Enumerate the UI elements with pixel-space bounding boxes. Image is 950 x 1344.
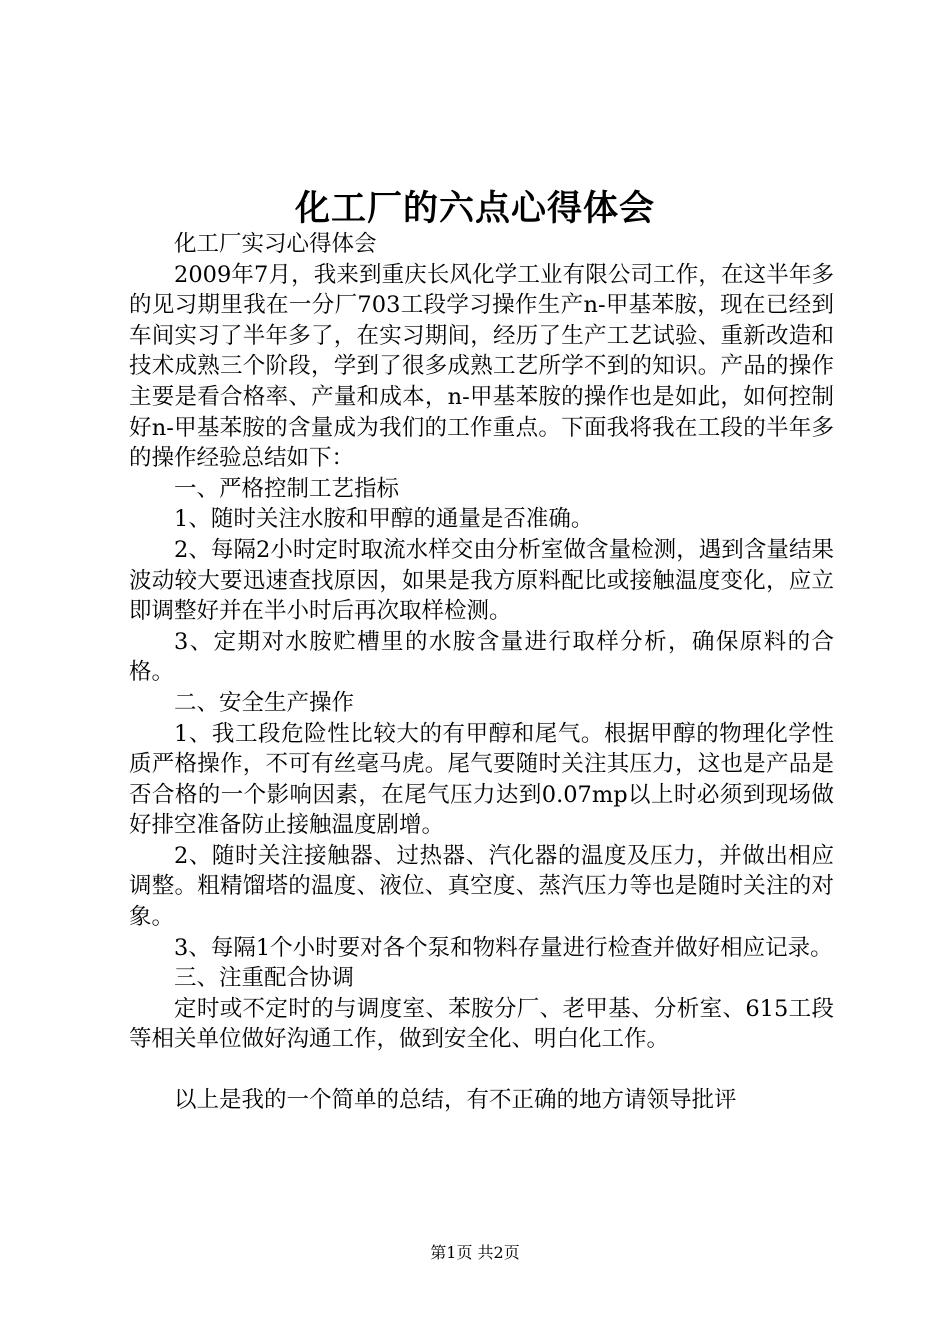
subtitle-paragraph: 化工厂实习心得体会 <box>174 231 377 257</box>
list-item: 2、随时关注接触器、过热器、汽化器的温度及压力，并做出相应调整。粗精馏塔的温度、液位、真空度、蒸汽压力等也是随时关注的对象。 <box>129 842 834 931</box>
document-title: 化工厂的六点心得体会 <box>294 188 655 229</box>
closing-paragraph: 以上是我的一个简单的总结，有不正确的地方请领导批评 <box>174 1087 737 1114</box>
list-item: 3、定期对水胺贮槽里的水胺含量进行取样分析，确保原料的合格。 <box>129 628 834 686</box>
page-number-footer: 第1页 共2页 <box>430 1243 520 1262</box>
intro-paragraph: 2009年7月，我来到重庆长风化学工业有限公司工作，在这半年多的见习期里我在一分厂703工段学习操作生产n-甲基苯胺，现在已经到车间实习了半年多了，在实习期间，经历了生产工艺试验、重新改造和技术成熟三个阶段，学到了很多成熟工艺所学不到的知识。产品的操作主要是看合格率、产量和成本，n-甲基苯胺的操作也是如此，如何控制好n-甲基苯胺的含量成为我们的工作重点。下面我将我在工段的半年多的操作经验总结如下： <box>129 261 834 472</box>
section-heading-1: 一、严格控制工艺指标 <box>174 475 400 502</box>
document-body <box>129 229 834 1116</box>
list-item: 定时或不定时的与调度室、苯胺分厂、老甲基、分析室、615工段等相关单位做好沟通工作，做到安全化、明白化工作。 <box>129 995 834 1053</box>
section-heading-2: 二、安全生产操作 <box>174 689 355 716</box>
list-item: 1、我工段危险性比较大的有甲醇和尾气。根据甲醇的物理化学性质严格操作，不可有丝毫马虎。尾气要随时关注其压力，这也是产品是否合格的一个影响因素，在尾气压力达到0.07mp以上时必须到现场做好排空准备防止接触温度剧增。 <box>129 720 834 839</box>
list-item: 3、每隔1个小时要对各个泵和物料存量进行检查并做好相应记录。 <box>174 934 833 961</box>
list-item: 2、每隔2小时定时取流水样交由分析室做含量检测，遇到含量结果波动较大要迅速查找原因，如果是我方原料配比或接触温度变化，应立即调整好并在半小时后再次取样检测。 <box>129 536 834 625</box>
list-item: 1、随时关注水胺和甲醇的通量是否准确。 <box>174 506 594 533</box>
section-heading-3: 三、注重配合协调 <box>174 965 355 992</box>
